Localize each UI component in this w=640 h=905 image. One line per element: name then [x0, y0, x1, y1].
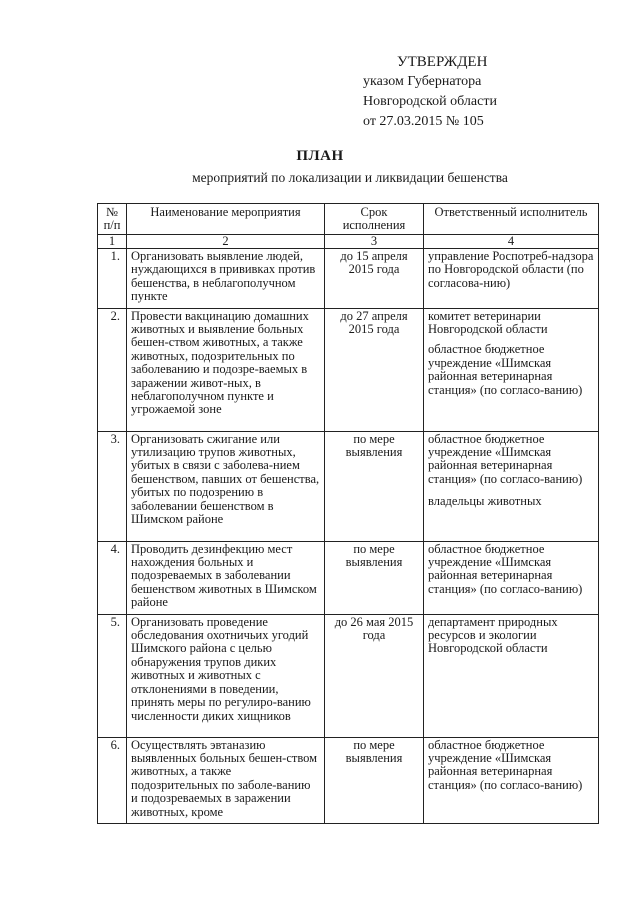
- row-num: 4.: [98, 541, 127, 614]
- approval-line-2: Новгородской области: [363, 94, 497, 109]
- column-number: 4: [424, 235, 599, 249]
- responsible-entry: областное бюджетное учреждение «Шимская районная ветеринарная станция» (по согласо-ванию): [428, 737, 583, 792]
- row-responsible: [424, 249, 599, 309]
- row-name: Организовать выявление людей, нуждающихся в прививках против бешенства, в неблагополучном пункте: [127, 249, 325, 309]
- row-term: по мере выявления: [325, 431, 424, 541]
- header-num: № п/п: [98, 204, 127, 235]
- approval-line-1: указом Губернатора: [363, 74, 482, 89]
- row-responsible: [424, 737, 599, 823]
- row-term: до 15 апреля 2015 года: [325, 249, 424, 309]
- responsible-entry: областное бюджетное учреждение «Шимская районная ветеринарная станция» (по согласо-ванию): [428, 342, 583, 397]
- row-term: по мере выявления: [325, 541, 424, 614]
- table-header-row: [98, 204, 599, 235]
- row-responsible: [424, 308, 599, 431]
- row-name: Организовать проведение обследования охотничьих угодий Шимского района с целью обнаружения трупов диких животных и животных с отклонениями в поведении, принять меры по регулиро-ванию численности диких хищников: [127, 614, 325, 737]
- plan-title: ПЛАН: [296, 148, 344, 164]
- approval-line-3: от 27.03.2015 № 105: [363, 114, 484, 129]
- row-num: 5.: [98, 614, 127, 737]
- responsible-entry: комитет ветеринарии Новгородской области: [428, 308, 548, 337]
- responsible-entry: областное бюджетное учреждение «Шимская районная ветеринарная станция» (по согласо-ванию): [428, 431, 583, 486]
- row-num: 3.: [98, 431, 127, 541]
- row-num: 2.: [98, 308, 127, 431]
- table-row: [98, 614, 599, 737]
- row-name: Провести вакцинацию домашних животных и выявление больных бешен-ством животных, а также животных, подозрительных по заболеванию и подозре-ваемых в заражении живот-ных, в неблагополучном пункте и угрожаемой зоне: [127, 308, 325, 431]
- row-responsible: [424, 541, 599, 614]
- row-num: 1.: [98, 249, 127, 309]
- row-num: 6.: [98, 737, 127, 823]
- row-responsible: [424, 614, 599, 737]
- row-name: Осуществлять эвтаназию выявленных больных бешен-ством животных, а также подозрительных по заболе-ванию и подозреваемых в заражении животных, кроме: [127, 737, 325, 823]
- column-number: 1: [98, 235, 127, 249]
- responsible-entry: владельцы животных: [428, 494, 542, 509]
- table-row: [98, 541, 599, 614]
- column-number: 2: [127, 235, 325, 249]
- table-row: [98, 431, 599, 541]
- row-name: Проводить дезинфекцию мест нахождения больных и подозреваемых в заболевании бешенством животных в Шимском районе: [127, 541, 325, 614]
- row-name: Организовать сжигание или утилизацию трупов животных, убитых в связи с заболева-нием бешенством, павших от бешенства, убитых по подозрению в заболевании бешенством в Шимском районе: [127, 431, 325, 541]
- responsible-entry: департамент природных ресурсов и экологии Новгородской области: [428, 614, 558, 656]
- row-responsible: [424, 431, 599, 541]
- table-row: [98, 308, 599, 431]
- plan-subtitle: мероприятий по локализации и ликвидации бешенства: [192, 170, 508, 185]
- column-number: 3: [325, 235, 424, 249]
- header-name: Наименование мероприятия: [127, 204, 325, 235]
- table-row: [98, 249, 599, 309]
- row-term: до 26 мая 2015 года: [325, 614, 424, 737]
- responsible-entry: областное бюджетное учреждение «Шимская районная ветеринарная станция» (по согласо-ванию): [428, 541, 583, 596]
- header-term: Срок исполнения: [325, 204, 424, 235]
- row-term: до 27 апреля 2015 года: [325, 308, 424, 431]
- approval-title: УТВЕРЖДЕН: [397, 54, 488, 70]
- table-row: [98, 737, 599, 823]
- column-numbers-row: [98, 235, 599, 249]
- responsible-entry: управление Роспотреб-надзора по Новгородской области (по согласова-нию): [428, 249, 594, 290]
- measures-table: [97, 203, 599, 824]
- header-responsible: Ответственный исполнитель: [424, 204, 599, 235]
- approval-stamp: [363, 52, 497, 132]
- row-term: по мере выявления: [325, 737, 424, 823]
